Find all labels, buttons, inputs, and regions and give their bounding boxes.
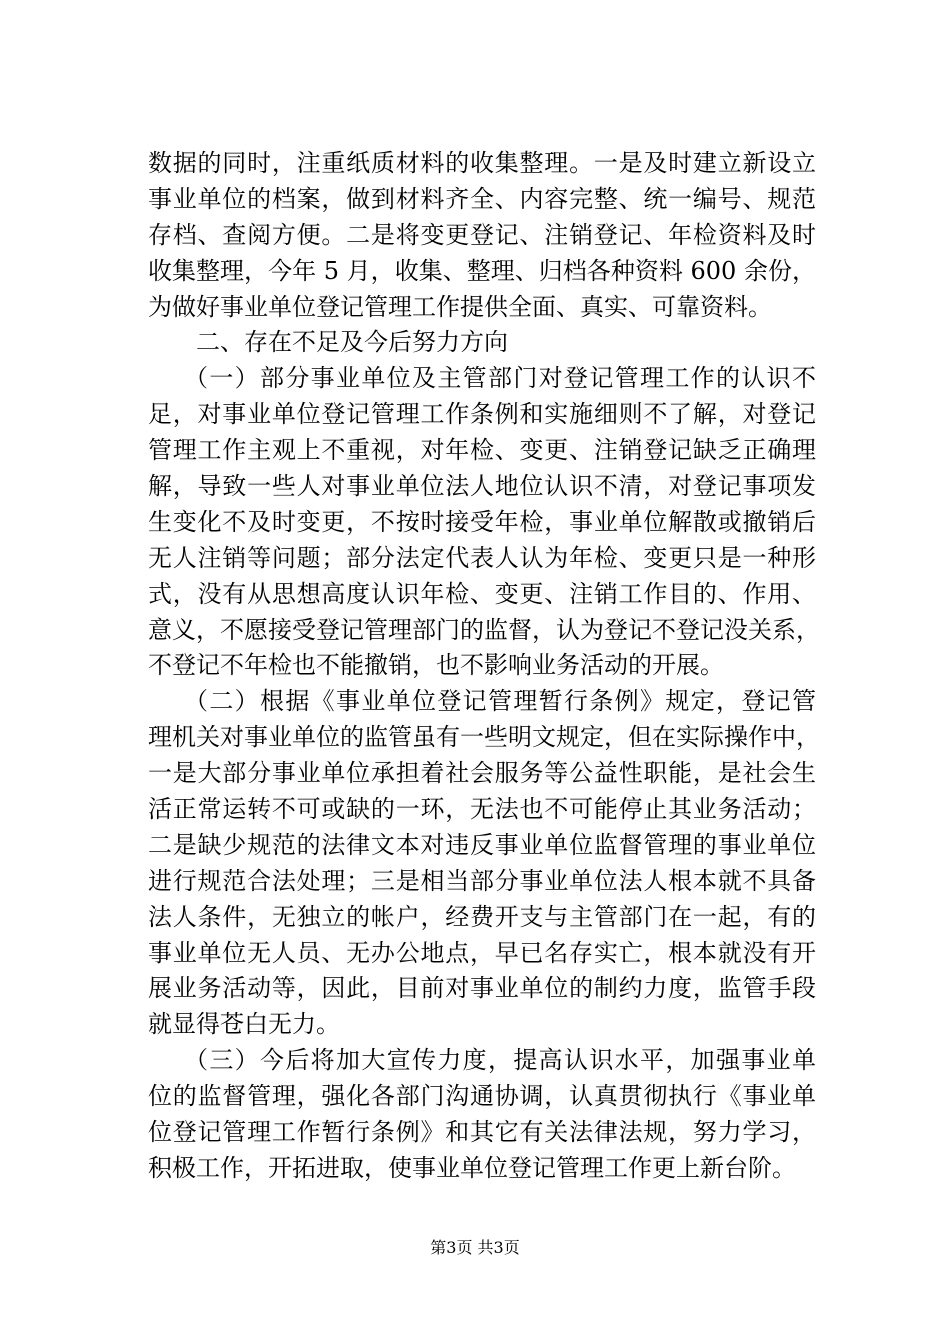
text-line: 式，没有从思想高度认识年检、变更、注销工作目的、作用、 <box>148 579 816 608</box>
text-line: 无人注销等问题；部分法定代表人认为年检、变更只是一种形 <box>148 543 816 572</box>
text-line: （一）部分事业单位及主管部门对登记管理工作的认识不 <box>184 364 816 393</box>
text-line: 积极工作，开拓进取，使事业单位登记管理工作更上新台阶。 <box>148 1153 796 1182</box>
text-line: 位的监督管理，强化各部门沟通协调，认真贯彻执行《事业单 <box>148 1082 816 1111</box>
text-line: （二）根据《事业单位登记管理暂行条例》规定，登记管 <box>184 687 816 716</box>
text-line: 存档、查阅方便。二是将变更登记、注销登记、年检资料及时 <box>148 220 816 249</box>
text-line: 就显得苍白无力。 <box>148 1010 340 1039</box>
text-line: 解，导致一些人对事业单位法人地位认识不清，对登记事项发 <box>148 472 816 501</box>
text-line: 法人条件，无独立的帐户，经费开支与主管部门在一起，有的 <box>148 902 816 931</box>
text-line: 数据的同时，注重纸质材料的收集整理。一是及时建立新设立 <box>148 149 816 177</box>
text-line: 展业务活动等，因此，目前对事业单位的制约力度，监管手段 <box>148 974 816 1003</box>
text-line: 事业单位的档案，做到材料齐全、内容完整、统一编号、规范 <box>148 184 816 213</box>
page-footer: 第3页 共3页 <box>430 1238 520 1257</box>
text-line: 一是大部分事业单位承担着社会服务等公益性职能，是社会生 <box>148 759 816 788</box>
text-line: （三）今后将加大宣传力度，提高认识水平，加强事业单 <box>184 1046 816 1075</box>
text-line: 为做好事业单位登记管理工作提供全面、真实、可靠资料。 <box>148 292 772 321</box>
text-line: 意义，不愿接受登记管理部门的监督，认为登记不登记没关系， <box>148 615 820 644</box>
document-body <box>148 146 820 1187</box>
text-line: 事业单位无人员、无办公地点，早已名存实亡，根本就没有开 <box>148 938 816 967</box>
text-line: 管理工作主观上不重视，对年检、变更、注销登记缺乏正确理 <box>148 436 816 465</box>
text-line: 二是缺少规范的法律文本对违反事业单位监督管理的事业单位 <box>148 830 816 859</box>
text-line: 不登记不年检也不能撤销，也不影响业务活动的开展。 <box>148 651 724 680</box>
text-line: 生变化不及时变更，不按时接受年检，事业单位解散或撤销后 <box>148 507 816 536</box>
text-line: 理机关对事业单位的监管虽有一些明文规定，但在实际操作中， <box>148 723 820 752</box>
text-line: 活正常运转不可或缺的一环，无法也不可能停止其业务活动； <box>148 795 816 824</box>
text-line: 足，对事业单位登记管理工作条例和实施细则不了解，对登记 <box>148 400 816 429</box>
text-line: 收集整理，今年 5 月，收集、整理、归档各种资料 600 余份， <box>148 256 816 285</box>
text-line: 进行规范合法处理；三是相当部分事业单位法人根本就不具备 <box>148 866 816 895</box>
text-line: 二、存在不足及今后努力方向 <box>196 328 508 357</box>
text-line: 位登记管理工作暂行条例》和其它有关法律法规，努力学习， <box>148 1118 816 1147</box>
